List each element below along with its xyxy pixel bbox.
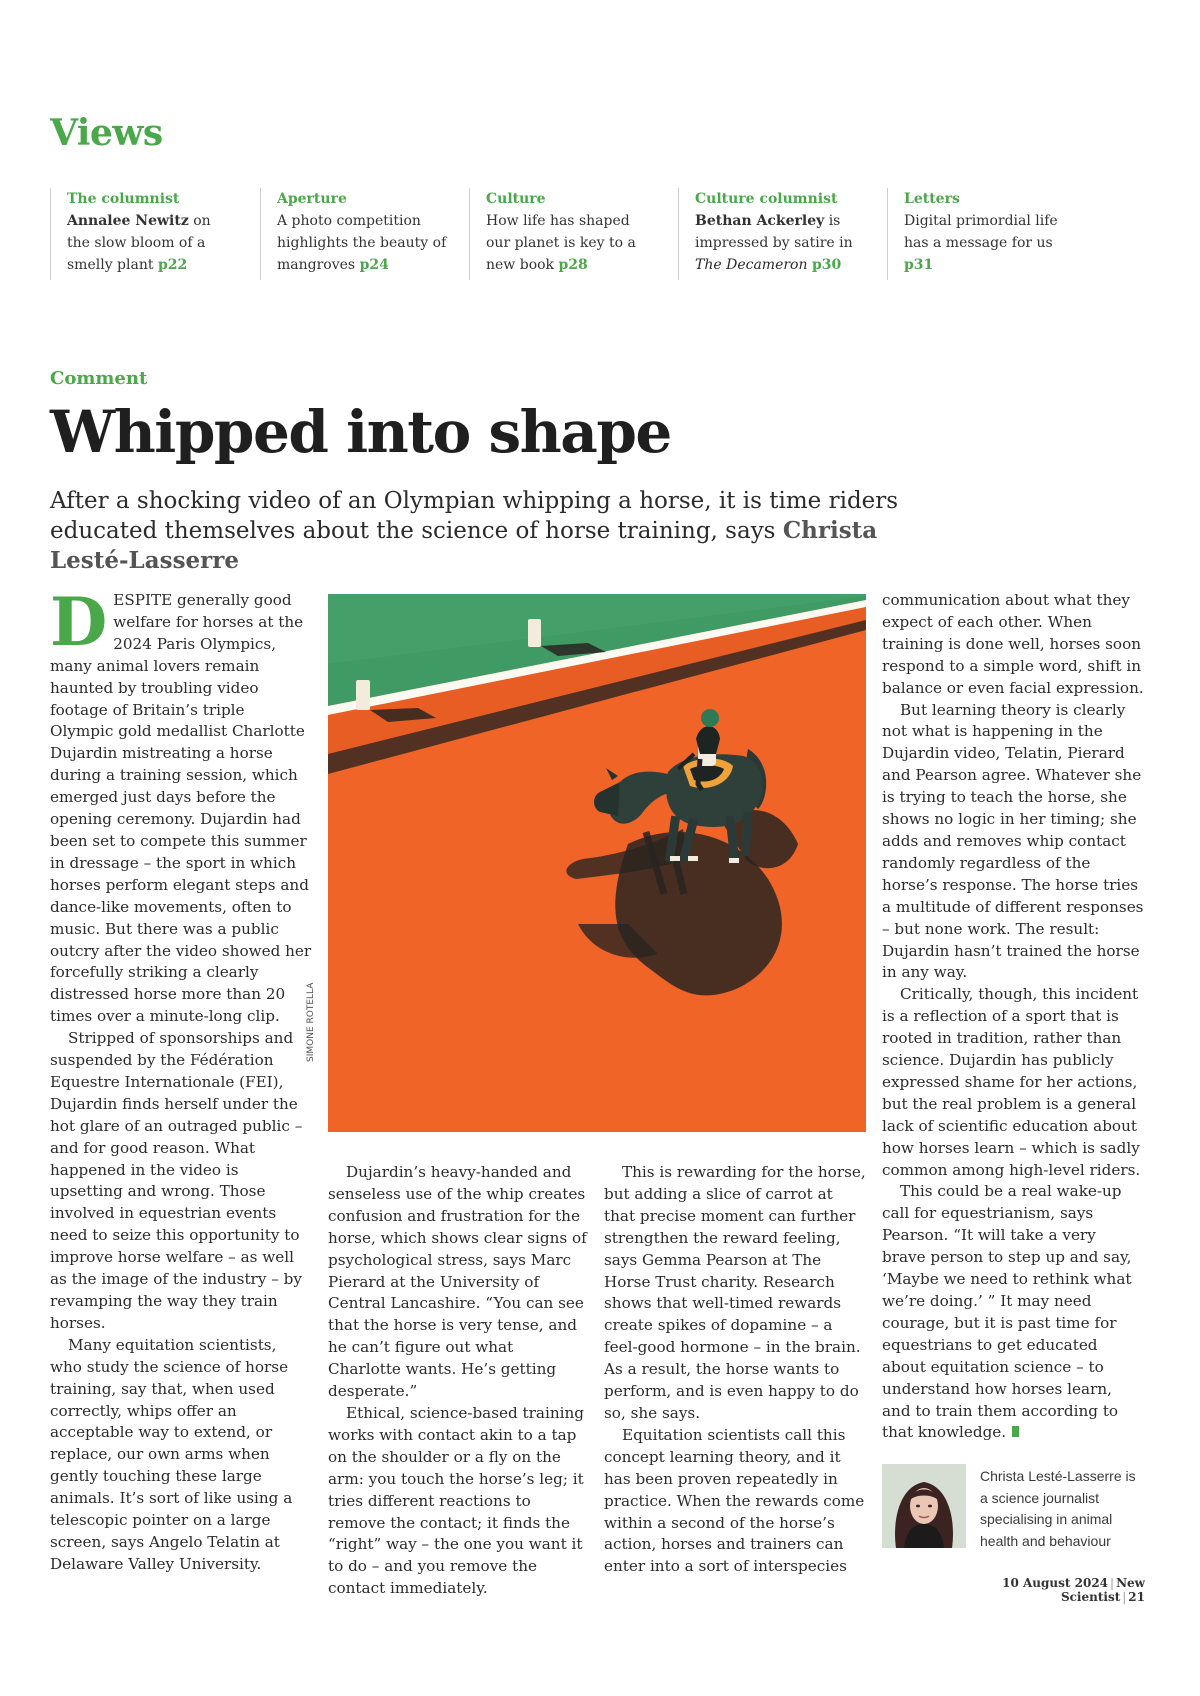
article-paragraph bbox=[882, 1181, 1144, 1444]
author-photo bbox=[882, 1464, 966, 1548]
article-column-3 bbox=[604, 1162, 866, 1578]
teaser-label: Letters bbox=[904, 191, 960, 207]
article-paragraph: Stripped of sponsorships and suspended by the Fédération Equestre Internationale (FEI), Dujardin finds herself under the hot glare of an outraged public – and for good reason. What happened in the video is upsetting and wrong. Those involved in equestrian events need to seize this opportunity to improve horse welfare – as well as the image of the industry – by revamping the way they train horses. bbox=[50, 1029, 303, 1332]
issue-date: 10 August 2024 bbox=[1002, 1576, 1109, 1590]
article-column-1 bbox=[50, 583, 312, 1576]
teaser-text: A photo competition highlights the beauty of mangroves bbox=[277, 213, 447, 273]
teaser-label: The columnist bbox=[67, 191, 180, 207]
article-paragraph: communication about what they expect of each other. When training is done well, horses soon respond to a simple word, shift in balance or even facial expression. bbox=[882, 591, 1144, 697]
teaser-letters[interactable] bbox=[887, 188, 1074, 280]
author-portrait bbox=[882, 1464, 966, 1548]
article-paragraph: Critically, though, this incident is a reflection of a sport that is rooted in tradition, rather than science. Dujardin has publicly expressed shame for her actions, but the real problem is a general lack of scientific education about how horses learn – which is sadly common among high-level riders. bbox=[882, 985, 1141, 1179]
page-footer bbox=[920, 1576, 1145, 1604]
article-headline: Whipped into shape bbox=[50, 398, 671, 466]
magazine-name: New Scientist bbox=[1060, 1576, 1145, 1604]
drop-cap: D bbox=[50, 583, 108, 661]
article-standfirst bbox=[50, 486, 950, 576]
article-paragraph: Ethical, science-based training works with contact akin to a tap on the shoulder or a fly on the arm: you touch the horse’s leg; it tries different reactions to remove the contact; it finds the “right” way – the one you want it to do – and you remove the contact immediately. bbox=[328, 1403, 584, 1598]
article-paragraph: Many equitation scientists, who study the science of horse training, say that, when used correctly, whips offer an acceptable way to extend, or replace, our own arms when gently touching these large animals. It’s sort of like using a telescopic pointer on a large screen, says Angelo Telatin at Delaware Valley University. bbox=[50, 1335, 293, 1573]
teaser-page[interactable]: p31 bbox=[904, 257, 934, 273]
teaser-text: on the slow bloom of a smelly plant bbox=[67, 213, 211, 273]
page-number: 21 bbox=[1128, 1590, 1145, 1604]
footer-separator: | bbox=[1110, 1576, 1115, 1590]
paragraph-text: This could be a real wake-up call for equestrianism, says Pearson. “It will take a very brave person to step up and say, ‘Maybe we need to rethink what we’re doing.’ ” It may need courage, but it is past time for equestrians to get educated about equitation science – to understand how horses learn, and to train them according to that knowledge. bbox=[882, 1182, 1132, 1442]
article-kicker: Comment bbox=[50, 368, 148, 389]
teaser-text: How life has shaped our planet is key to a new book bbox=[486, 213, 636, 273]
teaser-aperture[interactable] bbox=[260, 188, 447, 280]
dressage-horse-illustration bbox=[328, 594, 866, 1132]
article-column-4 bbox=[882, 590, 1144, 1444]
image-credit: SIMONE ROTELLA bbox=[306, 982, 316, 1062]
article-paragraph bbox=[50, 583, 312, 1028]
teaser-name: Annalee Newitz bbox=[67, 213, 189, 229]
end-mark-icon bbox=[1012, 1426, 1019, 1437]
teaser-columnist[interactable] bbox=[50, 188, 237, 280]
teaser-label: Culture columnist bbox=[695, 191, 838, 207]
author-bio: Christa Lesté-Lasserre is a science journalist specialising in animal health and behaviour bbox=[980, 1468, 1136, 1549]
article-illustration bbox=[328, 594, 866, 1132]
teaser-label: Culture bbox=[486, 191, 546, 207]
teaser-text: Digital primordial life has a message for us bbox=[904, 213, 1058, 251]
teaser-culture-columnist[interactable] bbox=[678, 188, 865, 280]
article-paragraph: Equitation scientists call this concept learning theory, and it has been proven repeatedly in practice. When the rewards come within a second of the horse’s action, horses and trainers can enter into a sort of interspecies bbox=[604, 1425, 865, 1576]
teaser-book-title: The Decameron bbox=[695, 257, 808, 273]
teaser-page[interactable]: p30 bbox=[811, 257, 842, 273]
teaser-text: is impressed by satire in bbox=[695, 213, 853, 251]
teaser-page[interactable]: p22 bbox=[157, 257, 188, 273]
teaser-page[interactable]: p24 bbox=[359, 257, 389, 273]
author-byline: Christa Lesté-Lasserre bbox=[50, 517, 878, 574]
teaser-label: Aperture bbox=[277, 191, 347, 207]
article-paragraph: Dujardin’s heavy-handed and senseless use of the whip creates confusion and frustration for the horse, which shows clear signs of psychological stress, says Marc Pierard at the University of Central Lancashire. “You can see that the horse is very tense, and he can’t figure out what Charlotte wants. He’s getting desperate.” bbox=[328, 1163, 587, 1401]
teaser-culture[interactable] bbox=[469, 188, 656, 280]
teaser-name: Bethan Ackerley bbox=[695, 213, 825, 229]
standfirst-text: After a shocking video of an Olympian whipping a horse, it is time riders educated themselves about the science of horse training, says bbox=[50, 488, 899, 544]
article-paragraph: This is rewarding for the horse, but adding a slice of carrot at that precise moment can further strengthen the reward feeling, says Gemma Pearson at The Horse Trust charity. Research shows that well-timed rewards create spikes of dopamine – a feel-good hormone – in the brain. As a result, the horse wants to perform, and is even happy to do so, she says. bbox=[604, 1163, 866, 1422]
teaser-page[interactable]: p28 bbox=[558, 257, 588, 273]
footer-separator: | bbox=[1122, 1590, 1127, 1604]
article-paragraph: But learning theory is clearly not what is happening in the Dujardin video, Telatin, Pierard and Pearson agree. Whatever she is trying to teach the horse, she shows no logic in her timing; she adds and removes whip contact randomly regardless of the horse’s response. The horse tries a multitude of different responses – but none work. The result: Dujardin hasn’t trained the horse in any way. bbox=[882, 700, 1144, 982]
article-column-2 bbox=[328, 1162, 590, 1600]
paragraph-text: ESPITE generally good welfare for horses at the 2024 Paris Olympics, many animal lovers remain haunted by troubling video footage of Britain’s triple Olympic gold medallist Charlotte Dujardin mistreating a horse during a training session, which emerged just days before the opening ceremony. Dujardin had been set to compete this summer in dressage – the sport in which horses perform elegant steps and dance-like movements, often to music. But there was a public outcry after the video showed her forcefully striking a clearly distressed horse more than 20 times over a minute-long clip. bbox=[50, 591, 312, 1026]
section-title: Views bbox=[50, 112, 163, 154]
